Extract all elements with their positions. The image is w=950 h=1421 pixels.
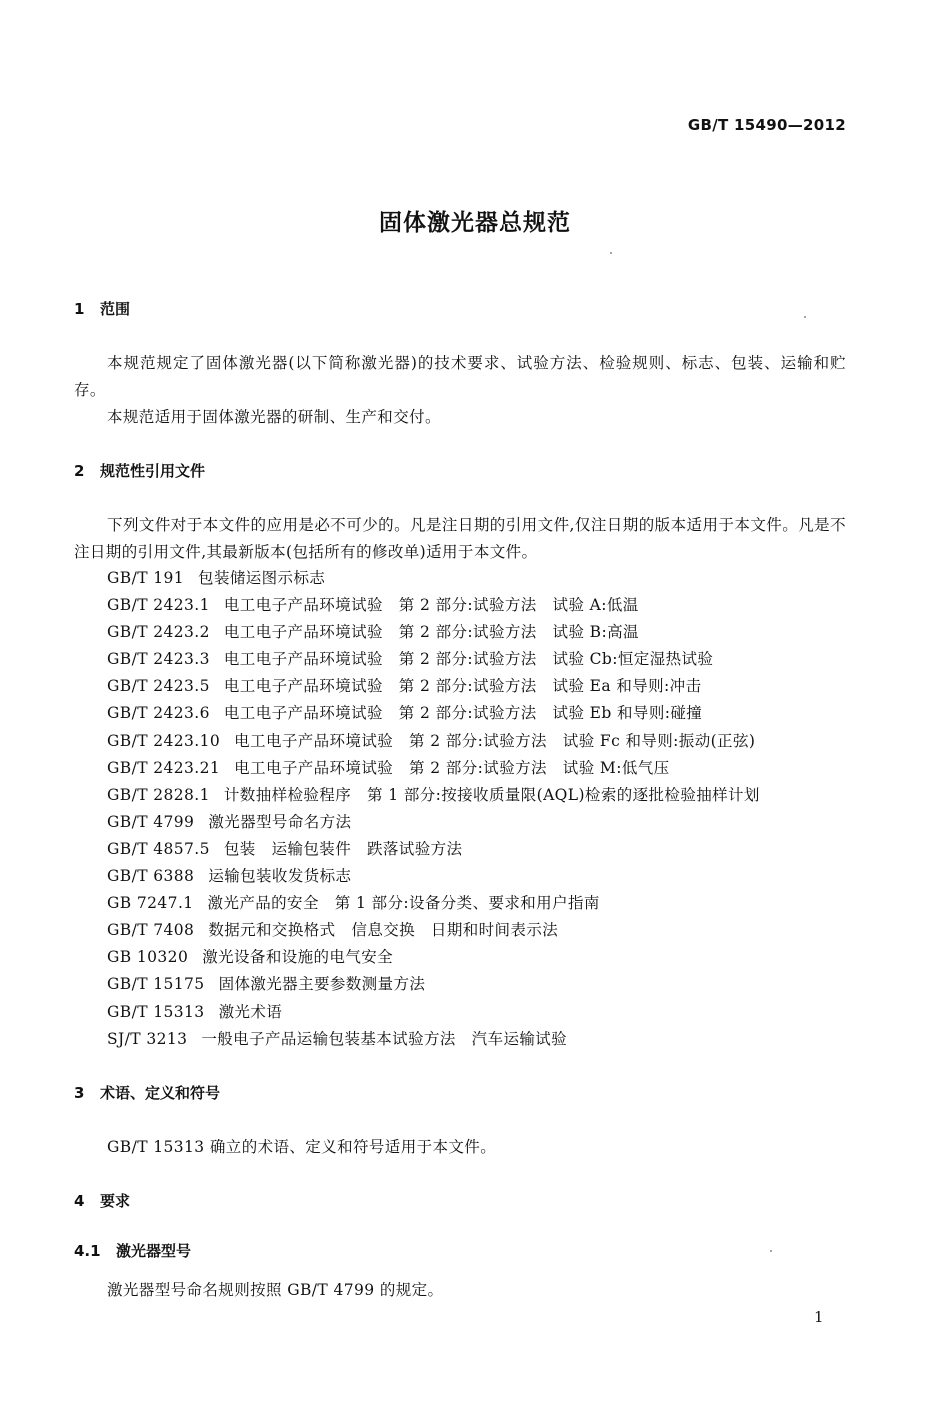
reference-title: 一般电子产品运输包装基本试验方法 汽车运输试验	[201, 1029, 568, 1048]
reference-title: 固体激光器主要参数测量方法	[218, 975, 426, 994]
scan-speck	[610, 252, 612, 254]
reference-item	[107, 755, 760, 782]
reference-title: 电工电子产品环境试验 第 2 部分:试验方法 试验 Ea 和导则:冲击	[223, 677, 702, 696]
reference-title: 激光术语	[218, 1002, 283, 1021]
reference-title: 电工电子产品环境试验 第 2 部分:试验方法 试验 Fc 和导则:振动(正弦)	[234, 731, 756, 750]
reference-item	[107, 944, 760, 971]
reference-title: 电工电子产品环境试验 第 2 部分:试验方法 试验 A:低温	[223, 596, 639, 615]
section-number: 1	[74, 300, 85, 318]
page-number: 1	[814, 1308, 824, 1326]
section-title: 规范性引用文件	[100, 462, 206, 480]
reference-title: 数据元和交换格式 信息交换 日期和时间表示法	[208, 921, 559, 940]
reference-item	[107, 673, 760, 700]
reference-title: 包装储运图示标志	[198, 569, 326, 587]
reference-code: GB/T 191	[107, 569, 185, 587]
reference-item	[107, 971, 760, 998]
reference-code: GB/T 2423.5	[107, 677, 210, 696]
reference-code: GB 10320	[107, 948, 189, 967]
section-1-paragraph-1: 本规范规定了固体激光器(以下简称激光器)的技术要求、试验方法、检验规则、标志、包装、运输和贮存。	[74, 354, 846, 399]
reference-title: 电工电子产品环境试验 第 2 部分:试验方法 试验 Eb 和导则:碰撞	[223, 704, 703, 723]
reference-title: 计数抽样检验程序 第 1 部分:按接收质量限(AQL)检索的逐批检验抽样计划	[223, 785, 760, 804]
reference-code: GB 7247.1	[107, 894, 194, 913]
scan-speck	[770, 1250, 772, 1252]
normative-references-list	[107, 565, 760, 1053]
reference-code: GB/T 2423.21	[107, 758, 221, 777]
reference-code: GB/T 15313	[107, 1002, 205, 1021]
section-4-1-paragraph: 激光器型号命名规则按照 GB/T 4799 的规定。	[107, 1281, 444, 1299]
reference-item	[107, 700, 760, 727]
reference-title: 电工电子产品环境试验 第 2 部分:试验方法 试验 Cb:恒定湿热试验	[223, 650, 714, 669]
reference-item	[107, 809, 760, 836]
section-4-heading	[74, 1190, 130, 1211]
section-title: 要求	[100, 1192, 131, 1210]
scan-speck	[804, 316, 806, 318]
section-number: 2	[74, 462, 85, 480]
reference-item	[107, 646, 760, 673]
standard-code: GB/T 15490—2012	[687, 116, 846, 134]
section-1-heading	[74, 298, 130, 319]
reference-item	[107, 728, 760, 755]
reference-code: GB/T 2423.6	[107, 704, 210, 723]
section-2-heading	[74, 460, 205, 481]
section-title: 术语、定义和符号	[100, 1084, 221, 1102]
reference-code: GB/T 4857.5	[107, 839, 210, 858]
reference-title: 激光产品的安全 第 1 部分:设备分类、要求和用户指南	[207, 894, 600, 913]
reference-code: GB/T 2423.1	[107, 596, 210, 615]
reference-item	[107, 619, 760, 646]
reference-title: 激光器型号命名方法	[208, 812, 352, 831]
reference-code: GB/T 2423.2	[107, 623, 210, 642]
reference-title: 激光设备和设施的电气安全	[202, 948, 394, 967]
section-title: 范围	[100, 300, 131, 318]
section-number: 3	[74, 1084, 85, 1102]
reference-item	[107, 863, 760, 890]
reference-title: 电工电子产品环境试验 第 2 部分:试验方法 试验 M:低气压	[234, 758, 670, 777]
section-1-paragraph-2: 本规范适用于固体激光器的研制、生产和交付。	[107, 408, 441, 426]
reference-title: 电工电子产品环境试验 第 2 部分:试验方法 试验 B:高温	[223, 623, 639, 642]
reference-title: 包装 运输包装件 跌落试验方法	[223, 839, 463, 858]
reference-code: GB/T 4799	[107, 812, 195, 831]
section-3-heading	[74, 1082, 220, 1103]
reference-code: GB/T 6388	[107, 867, 195, 886]
reference-item	[107, 836, 760, 863]
section-4-1-heading	[74, 1240, 191, 1261]
section-number: 4	[74, 1192, 85, 1210]
reference-item	[107, 890, 760, 917]
reference-item	[107, 565, 760, 592]
section-number: 4.1	[74, 1242, 101, 1260]
reference-item	[107, 1026, 760, 1053]
reference-item	[107, 999, 760, 1026]
reference-item	[107, 592, 760, 619]
reference-title: 运输包装收发货标志	[208, 867, 352, 886]
reference-code: GB/T 7408	[107, 921, 195, 940]
reference-item	[107, 917, 760, 944]
reference-code: GB/T 2423.10	[107, 731, 221, 750]
section-3-paragraph: GB/T 15313 确立的术语、定义和符号适用于本文件。	[107, 1138, 497, 1156]
reference-code: GB/T 2423.3	[107, 650, 210, 669]
section-title: 激光器型号	[116, 1242, 192, 1260]
reference-code: GB/T 15175	[107, 975, 205, 994]
reference-item	[107, 782, 760, 809]
section-2-intro: 下列文件对于本文件的应用是必不可少的。凡是注日期的引用文件,仅注日期的版本适用于本文件。凡是不注日期的引用文件,其最新版本(包括所有的修改单)适用于本文件。	[74, 516, 846, 561]
page-title: 固体激光器总规范	[379, 210, 571, 236]
reference-code: GB/T 2828.1	[107, 785, 210, 804]
reference-code: SJ/T 3213	[107, 1029, 188, 1048]
